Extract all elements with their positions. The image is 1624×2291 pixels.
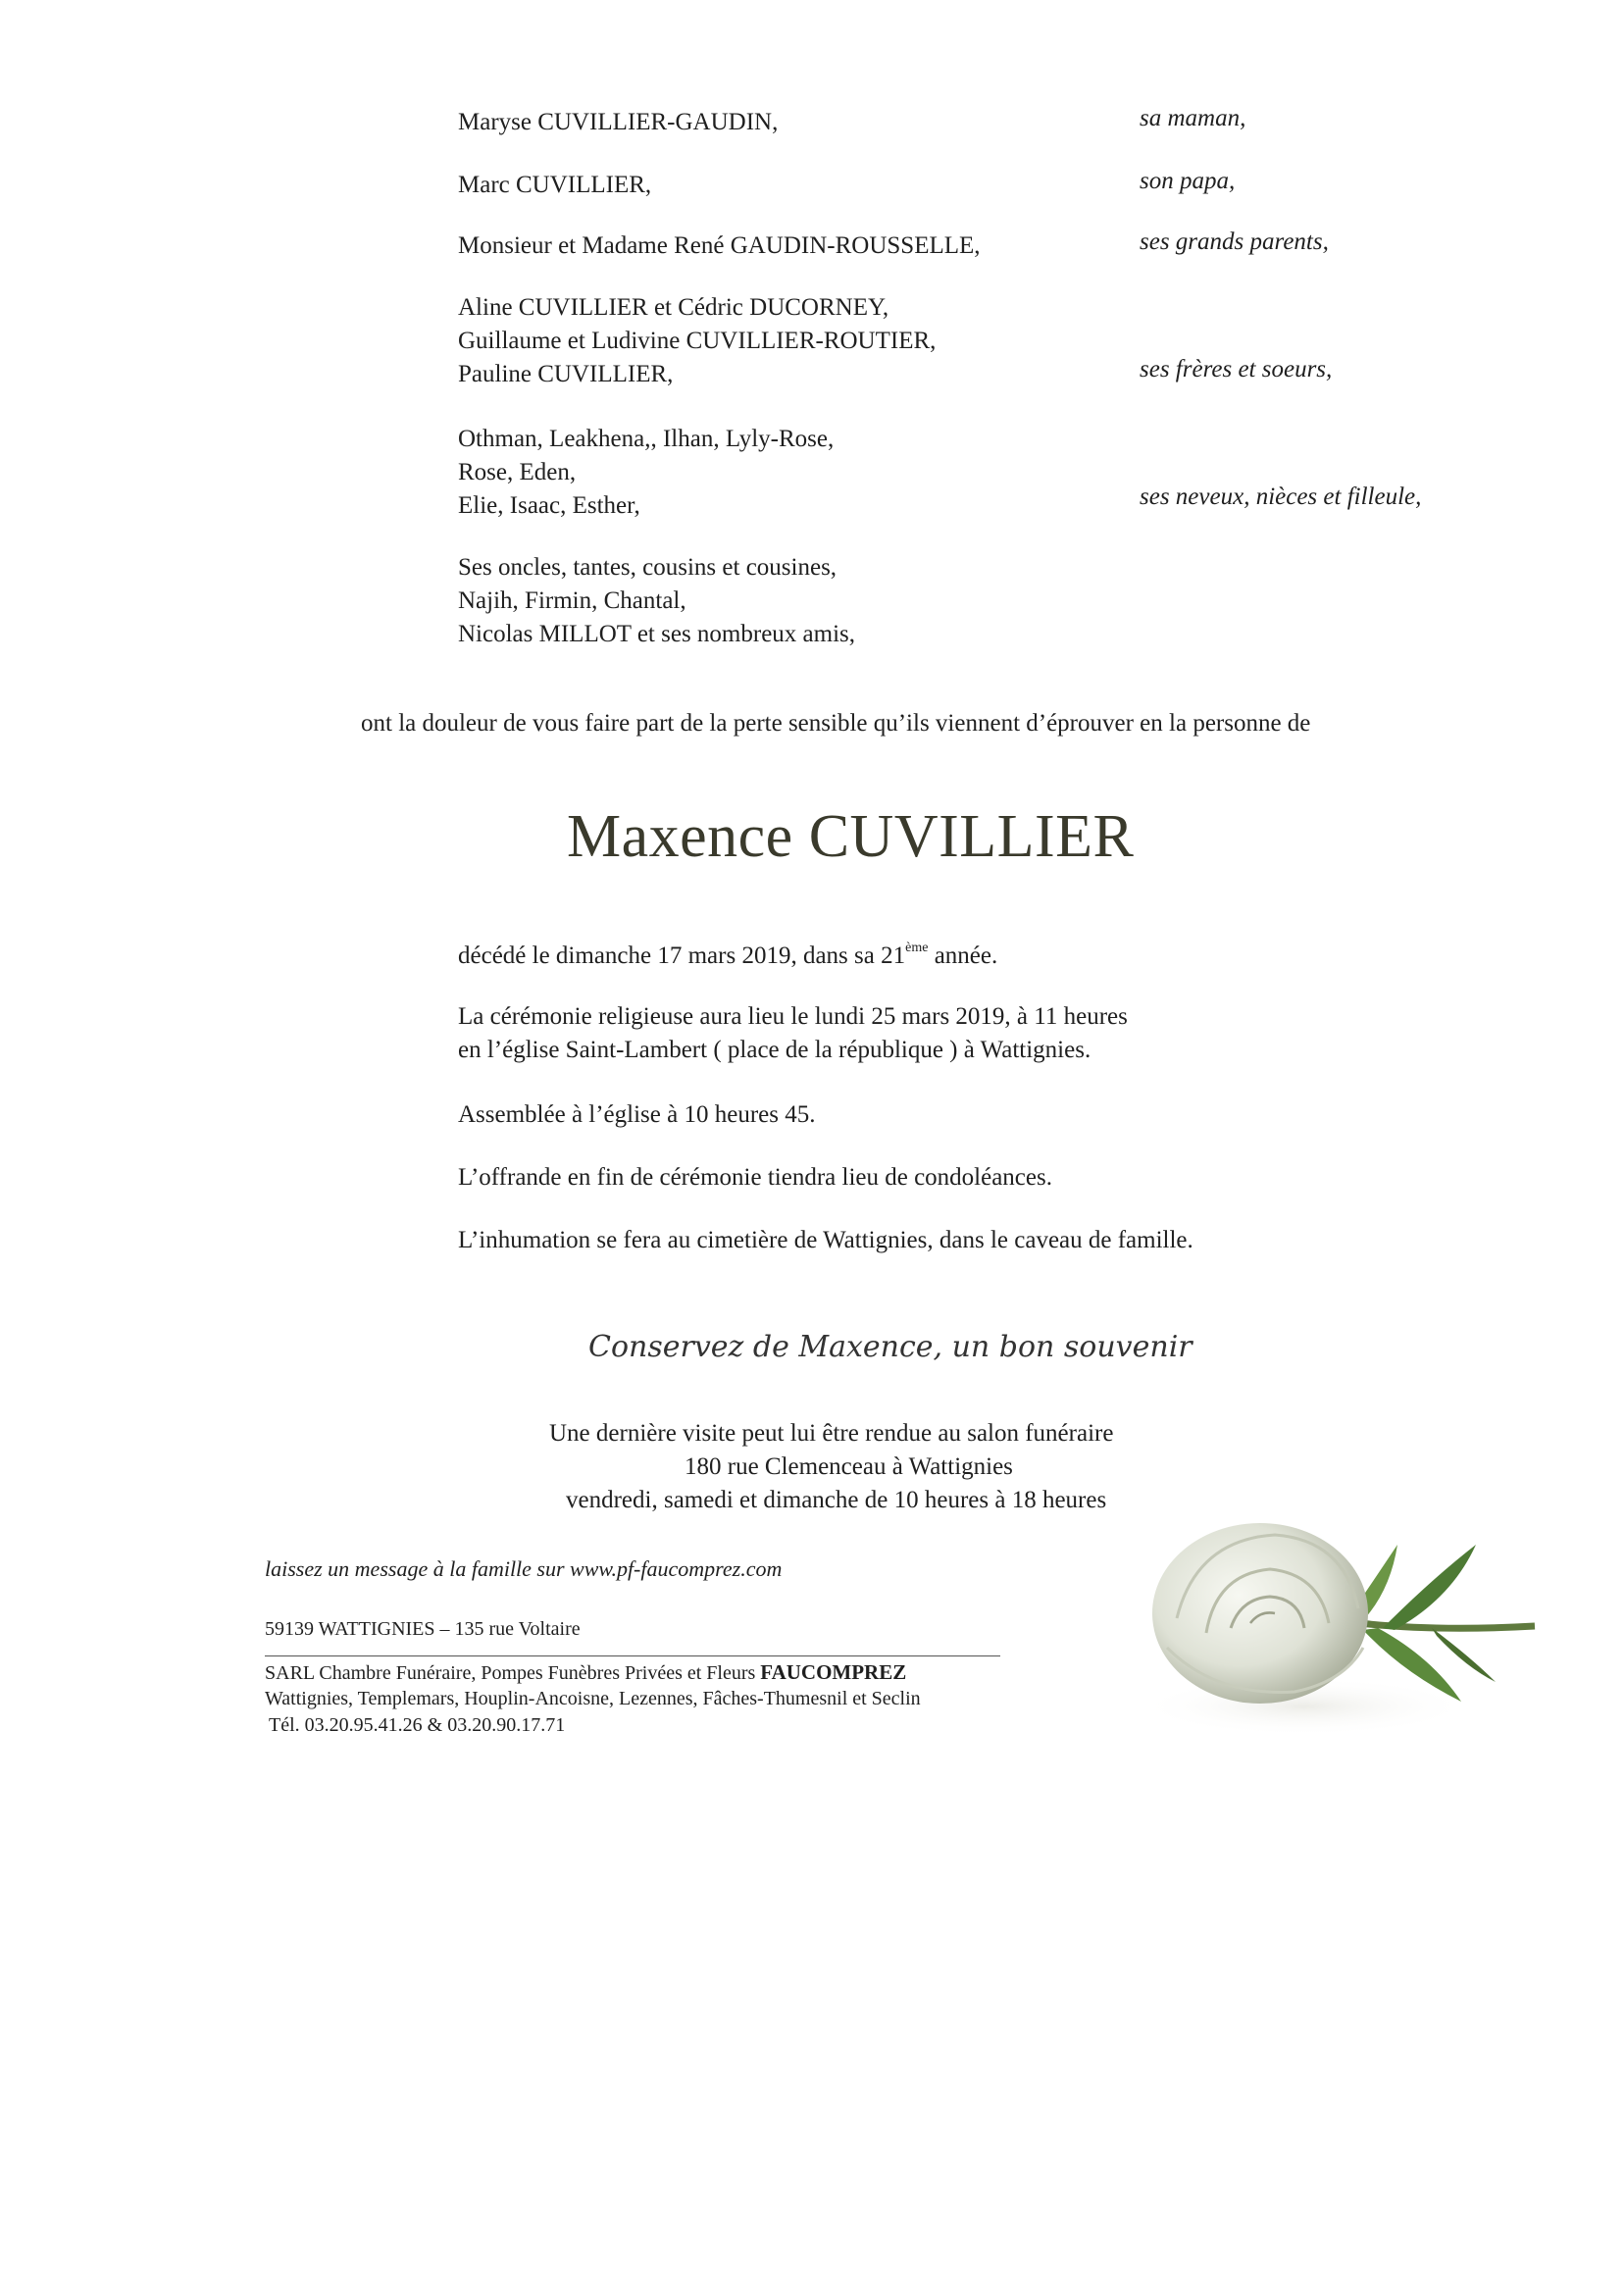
website-note: laissez un message à la famille sur www.pf-faucomprez.com — [265, 1556, 783, 1581]
company-line-2: Wattignies, Templemars, Houplin-Ancoisne, Lezennes, Fâches-Thumesnil et Seclin — [265, 1688, 921, 1709]
family-name-nephews-1: Othman, Leakhena,, Ilhan, Lyly-Rose, — [458, 426, 835, 452]
deceased-name: Maxence CUVILLIER — [567, 803, 1135, 870]
company-description: SARL Chambre Funéraire, Pompes Funèbres Privées et Fleurs — [265, 1662, 761, 1684]
address-divider — [265, 1655, 1000, 1656]
death-date-text — [458, 940, 997, 973]
relation-grandparents: ses grands parents, — [1140, 229, 1329, 255]
visit-line-1: Une dernière visite peut lui être rendue au salon funéraire — [549, 1420, 1114, 1447]
death-date-end: année. — [928, 942, 998, 969]
announcement-text: ont la douleur de vous faire part de la perte sensible qu’ils viennent d’éprouver en la personne de — [361, 710, 1311, 737]
address-text: 59139 WATTIGNIES – 135 rue Voltaire — [265, 1618, 581, 1640]
company-brand: FAUCOMPREZ — [760, 1660, 907, 1684]
burial-text: L’inhumation se fera au cimetière de Wattignies, dans le caveau de famille. — [458, 1227, 1193, 1253]
white-rose-icon — [1138, 1501, 1540, 1756]
ceremony-line-2: en l’église Saint-Lambert ( place de la république ) à Wattignies. — [458, 1037, 1091, 1063]
family-name-grandparents: Monsieur et Madame René GAUDIN-ROUSSELLE, — [458, 232, 981, 259]
family-name-nephews-2: Rose, Eden, — [458, 459, 577, 485]
company-line-1 — [265, 1659, 906, 1687]
family-name-extended-3: Nicolas MILLOT et ses nombreux amis, — [458, 621, 856, 647]
family-name-siblings-1: Aline CUVILLIER et Cédric DUCORNEY, — [458, 294, 889, 321]
assembly-text: Assemblée à l’église à 10 heures 45. — [458, 1101, 816, 1128]
visit-line-2: 180 rue Clemenceau à Wattignies — [685, 1453, 1013, 1480]
family-name-siblings-3: Pauline CUVILLIER, — [458, 361, 674, 387]
family-name-extended-2: Najih, Firmin, Chantal, — [458, 587, 686, 614]
relation-father: son papa, — [1140, 168, 1236, 194]
family-name-parent-mother: Maryse CUVILLIER-GAUDIN, — [458, 109, 779, 135]
relation-siblings: ses frères et soeurs, — [1140, 356, 1333, 382]
family-name-siblings-2: Guillaume et Ludivine CUVILLIER-ROUTIER, — [458, 328, 937, 354]
relation-mother: sa maman, — [1140, 105, 1246, 131]
family-name-nephews-3: Elie, Isaac, Esther, — [458, 492, 640, 519]
family-name-father: Marc CUVILLIER, — [458, 172, 652, 198]
family-name-extended-1: Ses oncles, tantes, cousins et cousines, — [458, 554, 837, 581]
ceremony-line-1: La cérémonie religieuse aura lieu le lundi 25 mars 2019, à 11 heures — [458, 1003, 1128, 1030]
ordinal-suffix: ème — [905, 941, 929, 955]
relation-nephews: ses neveux, nièces et filleule, — [1140, 484, 1422, 510]
souvenir-text: Conservez de Maxence, un bon souvenir — [588, 1330, 1193, 1364]
company-line-3: Tél. 03.20.95.41.26 & 03.20.90.17.71 — [269, 1714, 566, 1736]
visit-line-3: vendredi, samedi et dimanche de 10 heures à 18 heures — [566, 1487, 1107, 1513]
death-date-main: décédé le dimanche 17 mars 2019, dans sa 21 — [458, 942, 906, 969]
offering-text: L’offrande en fin de cérémonie tiendra lieu de condoléances. — [458, 1164, 1052, 1191]
